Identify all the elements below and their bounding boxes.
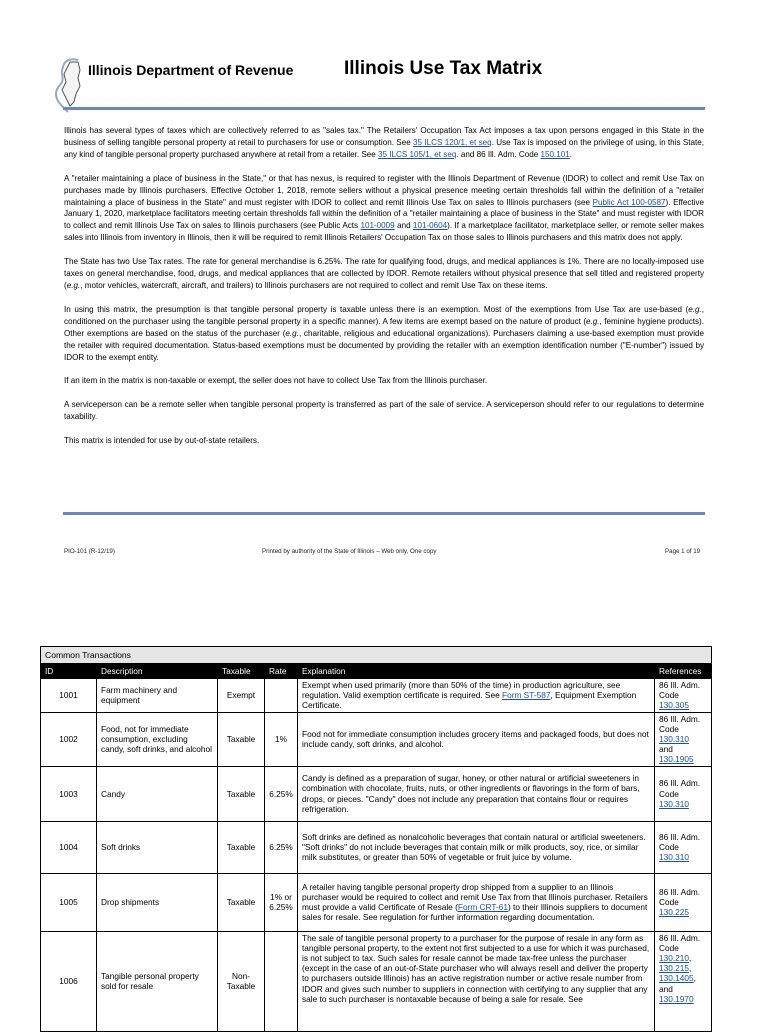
link-150-101[interactable]: 150.101 — [540, 149, 570, 159]
paragraph-7: This matrix is intended for use by out-of-state retailers. — [64, 436, 260, 446]
intro-body — [64, 125, 704, 459]
table-header-row — [41, 664, 712, 679]
link-101-0009[interactable]: 101-0009 — [360, 221, 395, 231]
link-101-0604[interactable]: 101-0604 — [412, 221, 448, 231]
table-row: 1005 Drop shipments Taxable 1% or 6.25% A retailer having tangible personal property drop shipped from a supplier to an Illinois purchaser would be required to collect and remit Use Tax from that Illinois purchaser. Retailers must provide a valid Certificate of Resale (Form CRT-61) to their Illinois suppliers to document sales for resale. See regulation for further information regarding documentation. 86 Ill. Adm. Code 130.225 — [41, 873, 712, 931]
table-row: 1003 Candy Taxable 6.25% Candy is defined as a preparation of sugar, honey, or other natural or artificial sweeteners in combination with chocolate, fruits, nuts, or other ingredients or flavorings in the form of bars, drops, or pieces. "Candy" does not include any preparation that contains flour or requires refrigeration. 86 Ill. Adm. Code 130.310 — [41, 766, 712, 821]
paragraph-1: Illinois has several types of taxes which are collectively referred to as "sales tax." The Retailers' Occupation Tax Act imposes a tax upon persons engaged in this State in the business of selling tangible personal property at retail to purchasers for use or consumption. See 35 ILCS 120/1, et seq. Use Tax is imposed on the privilege of using, in this State, any kind of tangible personal property purchased anywhere at retail from a retailer. See 35 ILCS 105/1, et seq. and 86 Ill. Adm. Code 150.101. — [64, 126, 704, 159]
header-explanation: Explanation — [298, 664, 655, 679]
printed-notice: Printed by authority of the State of Illinois – Web only, One copy — [262, 548, 437, 555]
header-rate: Rate — [265, 664, 298, 679]
paragraph-3: The State has two Use Tax rates. The rate for general merchandise is 6.25%. The rate for qualifying food, drugs, and medical appliances is 1%. There are no locally-imposed use taxes on general merchandise, food, drugs, and medical appliances that are collected by IDOR. Remote retailers without physical presence that sell titled and registered property (e.g., motor vehicles, watercraft, aircraft, and trailers) to Illinois purchasers are not required to collect and remit Use Tax on these items. — [64, 257, 704, 290]
link-form-crt-61[interactable]: Form CRT-61 — [457, 902, 508, 913]
link-130-1405[interactable]: 130.1405 — [659, 973, 694, 984]
link-130-310[interactable]: 130.310 — [659, 852, 689, 863]
header-taxable: Taxable — [218, 664, 265, 679]
department-name: Illinois Department of Revenue — [88, 62, 294, 78]
header-description: Description — [97, 664, 218, 679]
paragraph-4: In using this matrix, the presumption is that tangible personal property is taxable unless there is an exemption. Most of the exemptions from Use Tax are use-based (e.g., conditioned on the purchaser using the tangible personal property in a specific manner). A few items are exempt based on the nature of product (e.g., feminine hygiene products). Other exemptions are based on the status of the purchaser (e.g., charitable, religious and educational organizations). Purchasers claiming a use-based exemption must provide the retailer with required documentation. Status-based exemptions must be documented by providing the retailer with an exemption identification number ("E-number") issued by IDOR to the exempt entity. — [64, 304, 705, 362]
link-130-215[interactable]: 130.215 — [659, 963, 689, 974]
link-130-1905[interactable]: 130.1905 — [659, 754, 694, 765]
link-35-ilcs-105[interactable]: 35 ILCS 105/1, et seq — [378, 149, 457, 159]
header-divider — [63, 107, 705, 110]
link-form-st-587[interactable]: Form ST-587 — [502, 690, 551, 701]
table-row: 1002 Food, not for immediate consumption, excluding candy, soft drinks, and alcohol Taxable 1% Food not for immediate consumption includes grocery items and packaged foods, but does not include candy, soft drinks, and alcohol. 86 Ill. Adm. Code 130.310 and 130.1905 — [41, 712, 712, 766]
header-id: ID — [41, 664, 97, 679]
link-public-act-100-0587[interactable]: Public Act 100-0587 — [592, 197, 666, 207]
illinois-state-outline-icon — [48, 56, 90, 114]
link-130-1970[interactable]: 130.1970 — [659, 993, 694, 1004]
link-130-310[interactable]: 130.310 — [659, 734, 689, 745]
section-title: Common Transactions — [41, 647, 712, 664]
link-130-310[interactable]: 130.310 — [659, 798, 689, 809]
form-number: PIO-101 (R-12/19) — [64, 548, 115, 555]
page-title: Illinois Use Tax Matrix — [344, 58, 543, 79]
page-number: Page 1 of 19 — [665, 548, 701, 555]
paragraph-5: If an item in the matrix is non-taxable or exempt, the seller does not have to collect Use Tax from the Illinois purchaser. — [64, 376, 488, 386]
use-tax-matrix-table — [40, 646, 712, 1032]
paragraph-2: A "retailer maintaining a place of business in the State," or that has nexus, is required to register with the Illinois Department of Revenue (IDOR) to collect and remit Use Tax on purchases made by Illinois purchasers. Effective October 1, 2018, remote sellers without a physical presence meeting certain thresholds fall within the definition of a "retailer maintaining a place of business in the State" and must register with IDOR to collect and remit Illinois Use Tax on sales to Illinois purchasers (see Public Act 100-0587). Effective January 1, 2020, marketplace facilitators meeting certain thresholds fall within the definition of a "retailer maintaining a place of business in the State" and must register with IDOR to collect and remit Illinois Use Tax on sales to Illinois purchasers (see Public Acts 101-0009 and 101-0604). If a marketplace facilitator, marketplace seller, or remote seller makes sales into Illinois from inventory in Illinois, then it will be required to remit Illinois Retailers' Occupation Tax on those sales to Illinois purchasers and this matrix does not apply. — [64, 173, 704, 243]
table-row: 1006 Tangible personal property sold for resale Non-Taxable The sale of tangible personal property to a purchaser for the purpose of resale in any form as tangible personal property, to the extent not first subjected to a use for which it was purchased, is not subject to tax. Such sales for resale cannot be made tax-free unless the purchaser (except in the case of an out-of-State purchaser who will always resell and deliver the property to purchasers outside Illinois) has an active registration number or active resale number from IDOR and gives such number to suppliers in connection with certifying to any supplier that any sale to such purchaser is nontaxable because of being a sale for resale. See 86 Ill. Adm. Code 130.210, 130.215, 130.1405, and 130.1970 — [41, 931, 712, 1031]
header-references: References — [655, 664, 712, 679]
link-130-210[interactable]: 130.210 — [659, 953, 689, 964]
link-130-225[interactable]: 130.225 — [659, 907, 689, 918]
link-130-305[interactable]: 130.305 — [659, 700, 689, 711]
footer-divider — [63, 512, 705, 515]
table-row: 1001 Farm machinery and equipment Exempt Exempt when used primarily (more than 50% of the time) in production agriculture, see regulation. Valid exemption certificate is required. See Form ST-587, Equipment Exemption Certificate. 86 Ill. Adm. Code 130.305 — [41, 679, 712, 713]
link-35-ilcs-120[interactable]: 35 ILCS 120/1, et seq — [413, 137, 492, 147]
paragraph-6: A serviceperson can be a remote seller when tangible personal property is transferred as part of the sale of service. A serviceperson should refer to our regulations to determine taxability. — [64, 400, 704, 422]
table-row: 1004 Soft drinks Taxable 6.25% Soft drinks are defined as nonalcoholic beverages that contain natural or artificial sweeteners. "Soft drinks" do not include beverages that contain milk or milk products, soy, rice, or similar milk substitutes, or greater than 50% of vegetable or fruit juice by volume. 86 Ill. Adm. Code 130.310 — [41, 821, 712, 873]
